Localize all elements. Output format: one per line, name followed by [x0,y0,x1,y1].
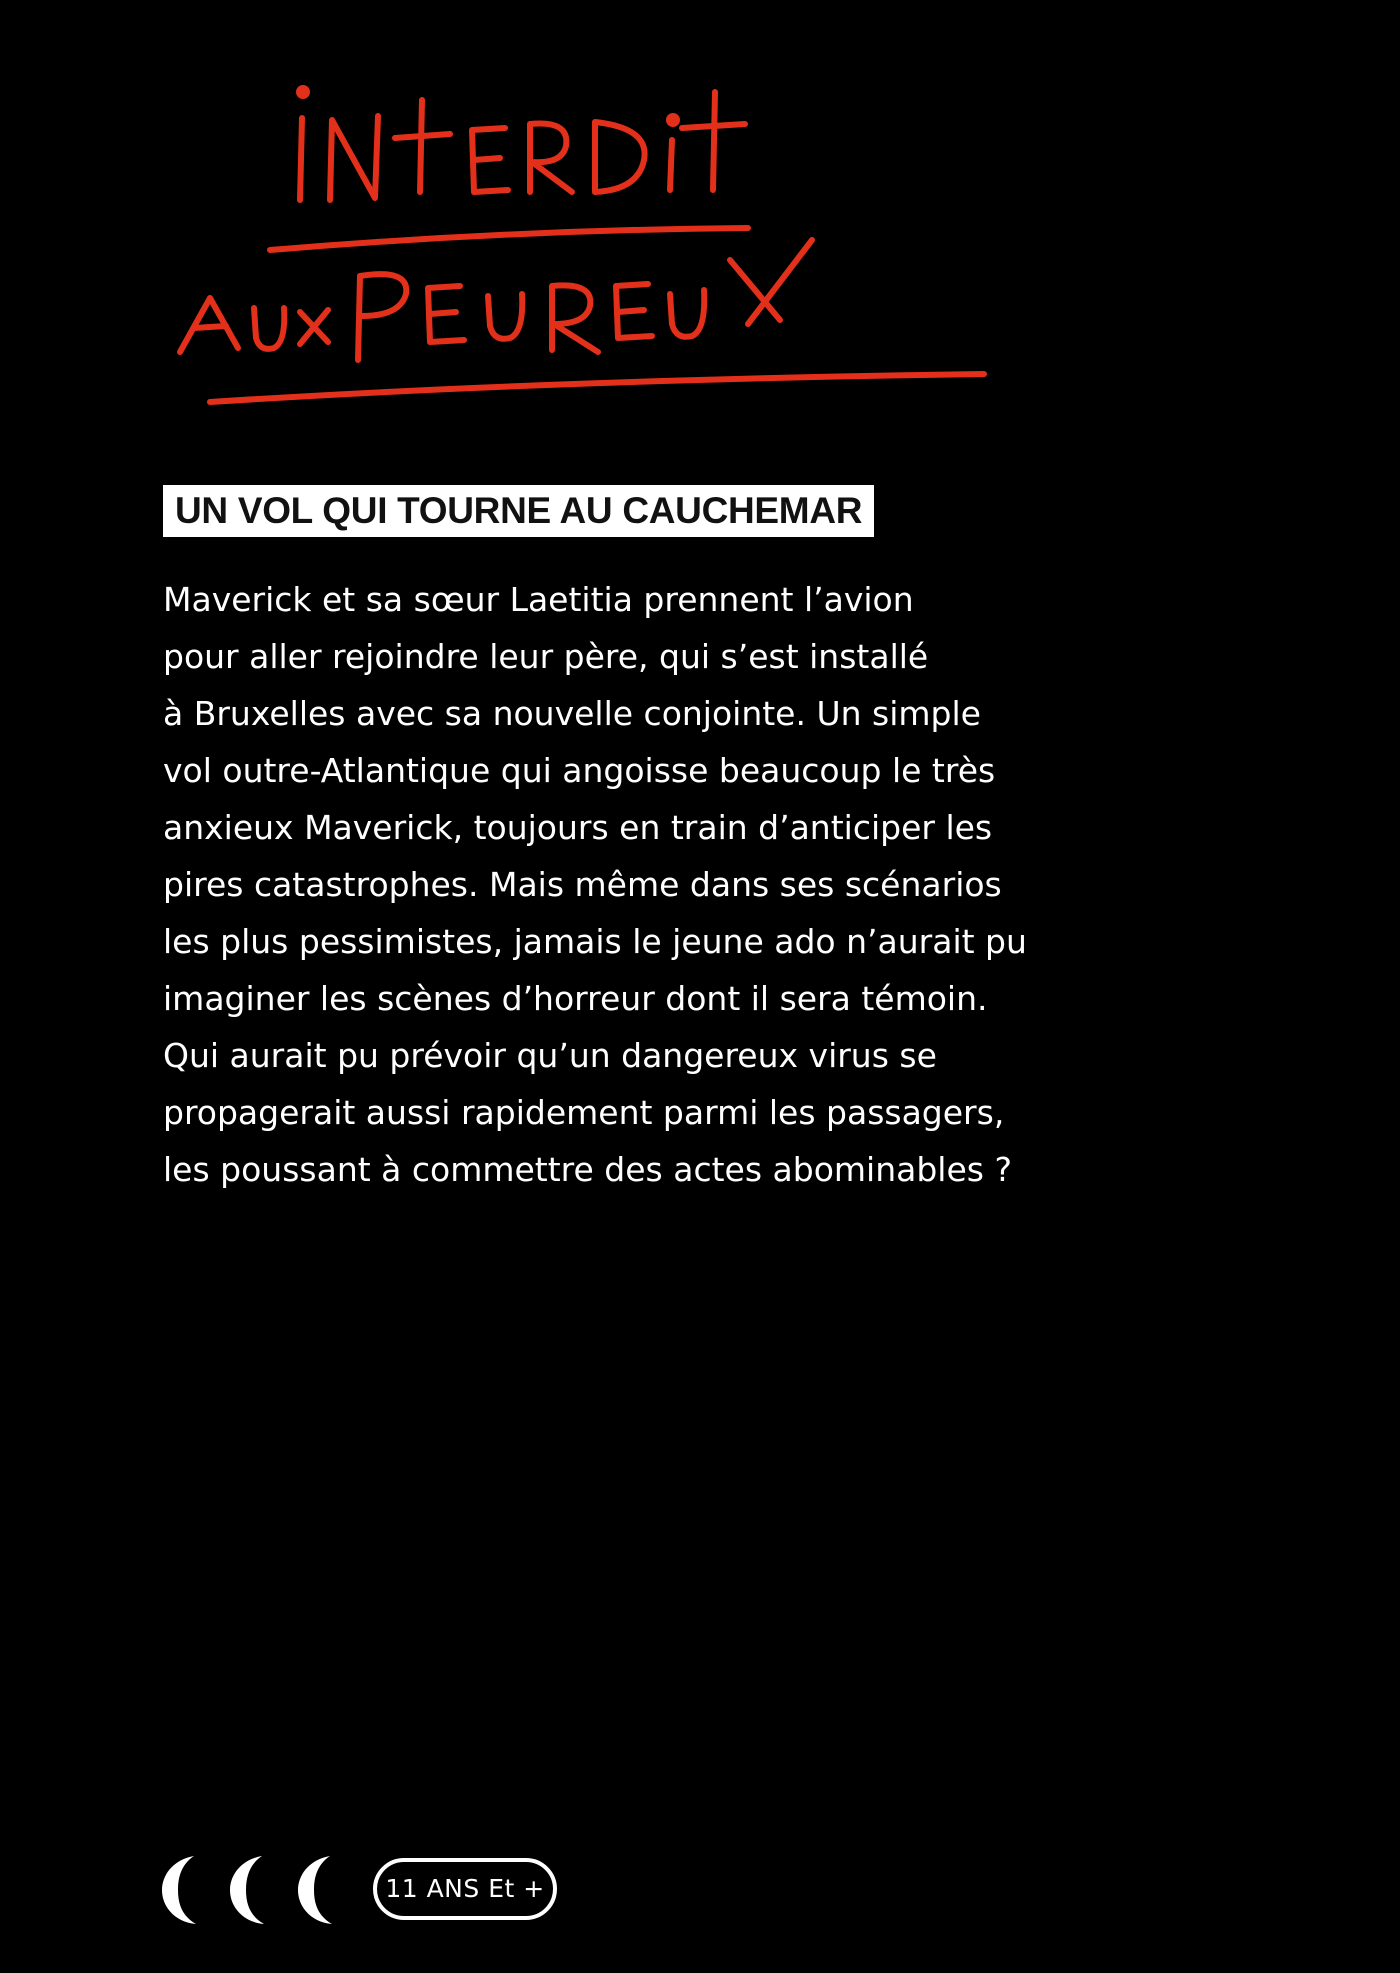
blurb-line: vol outre-Atlantique qui angoisse beaucoup le très [163,751,996,790]
crescent-moon-icon [298,1856,332,1924]
crescent-moons-icon [158,1852,368,1928]
blurb-line: pires catastrophes. Mais même dans ses scénarios [163,865,1002,904]
blurb-line: pour aller rejoindre leur père, qui s’est installé [163,637,929,676]
blurb-line: imaginer les scènes d’horreur dont il sera témoin. [163,979,988,1018]
blurb-line: propagerait aussi rapidement parmi les passagers, [163,1093,1005,1132]
blurb-heading: UN VOL QUI TOURNE AU CAUCHEMAR [163,485,874,537]
crescent-moon-icon [230,1856,264,1924]
blurb-line: les poussant à commettre des actes abominables ? [163,1150,1012,1189]
blurb-line: Maverick et sa sœur Laetitia prennent l’avion [163,580,914,619]
blurb-line: les plus pessimistes, jamais le jeune ado n’aurait pu [163,922,1027,961]
blurb-line: Qui aurait pu prévoir qu’un dangereux virus se [163,1036,937,1075]
blurb-line: anxieux Maverick, toujours en train d’anticiper les [163,808,993,847]
crescent-moon-icon [162,1856,196,1924]
series-logo [170,80,1000,420]
interdit-aux-peureux-logo [170,80,1000,420]
age-badge [372,1857,558,1921]
blurb-line: à Bruxelles avec sa nouvelle conjointe. Un simple [163,694,981,733]
age-label: 11 ANS Et + [385,1874,545,1903]
blurb-text [163,571,1173,1198]
